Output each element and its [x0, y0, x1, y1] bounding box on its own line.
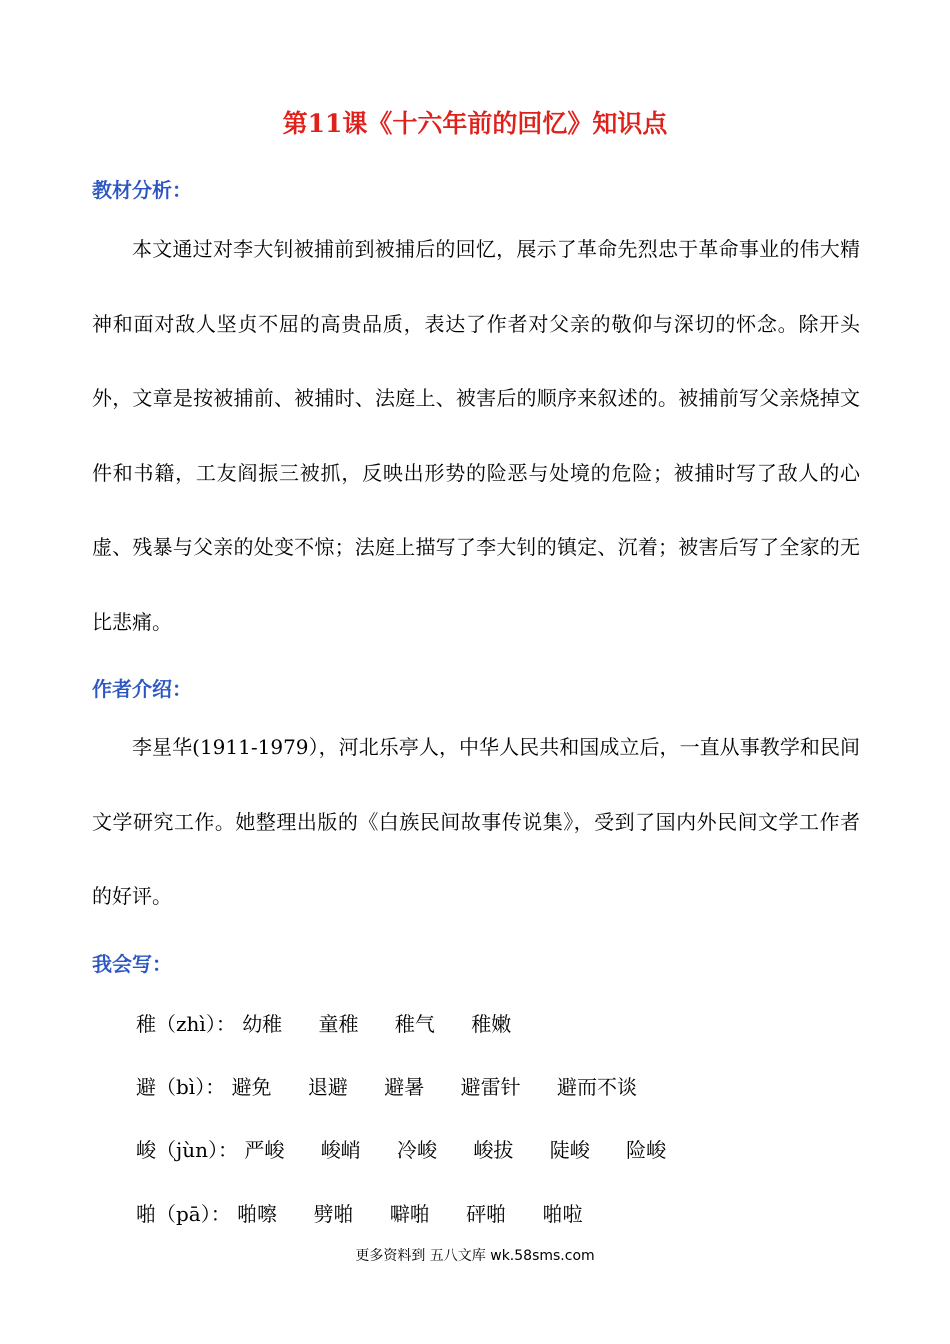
vocab-word: 避免 [231, 1075, 272, 1099]
author-paragraph: 李星华(1911-1979），河北乐亭人，中华人民共和国成立后，一直从事教学和民间文学研究工作。她整理出版的《白族民间故事传说集》，受到了国内外民间文学工作者的好评。 [92, 735, 860, 909]
vocab-word: 峻拔 [473, 1138, 514, 1162]
vocab-word: 啪嚓 [237, 1202, 278, 1226]
writing-heading: 我会写： [92, 952, 172, 976]
page-title: 第11课《十六年前的回忆》知识点 [282, 109, 668, 138]
author-heading: 作者介绍： [92, 677, 192, 701]
vocab-row-bi [136, 1071, 667, 1100]
analysis-heading: 教材分析： [92, 178, 192, 202]
analysis-paragraph: 本文通过对李大钊被捕前到被捕后的回忆，展示了革命先烈忠于革命事业的伟大精神和面对敌人坚贞不屈的高贵品质，表达了作者对父亲的敬仰与深切的怀念。除开头外，文章是按被捕前、被捕时、法庭上、被害后的顺序来叙述的。被捕前写父亲烧掉文件和书籍，工友阎振三被抓，反映出形势的险恶与处境的危险；被捕时写了敌人的心虚、残暴与父亲的处变不惊；法庭上描写了李大钊的镇定、沉着；被害后写了全家的无比悲痛。 [92, 237, 860, 634]
vocab-word: 冷峻 [397, 1138, 438, 1162]
vocab-row-pa [136, 1198, 613, 1227]
page-footer: 更多资料到 五八文库 wk.58sms.com [355, 1248, 595, 1264]
vocab-word: 避暑 [384, 1075, 425, 1099]
vocab-word: 噼啪 [389, 1202, 430, 1226]
vocab-character: 啪（pā）： [136, 1202, 231, 1226]
vocab-word: 峻峭 [320, 1138, 361, 1162]
vocab-row-jun [136, 1134, 696, 1163]
vocab-word: 陡峻 [549, 1138, 590, 1162]
vocab-word: 退避 [307, 1075, 348, 1099]
vocab-word: 童稚 [318, 1012, 359, 1036]
vocab-word: 砰啪 [466, 1202, 507, 1226]
vocab-word: 幼稚 [242, 1012, 283, 1036]
vocab-word: 啪啦 [542, 1202, 583, 1226]
vocab-word: 稚嫩 [471, 1012, 512, 1036]
vocab-word: 避雷针 [460, 1075, 521, 1099]
vocab-word: 险峻 [626, 1138, 667, 1162]
vocab-character: 峻（jùn）： [136, 1138, 238, 1162]
vocab-word: 稚气 [394, 1012, 435, 1036]
vocab-word: 严峻 [244, 1138, 285, 1162]
vocab-word: 劈啪 [313, 1202, 354, 1226]
vocab-row-zhi [136, 1008, 541, 1037]
vocab-word: 避而不谈 [557, 1075, 637, 1099]
vocab-character: 稚（zhì）： [136, 1012, 236, 1036]
vocab-character: 避（bì）： [136, 1075, 226, 1099]
